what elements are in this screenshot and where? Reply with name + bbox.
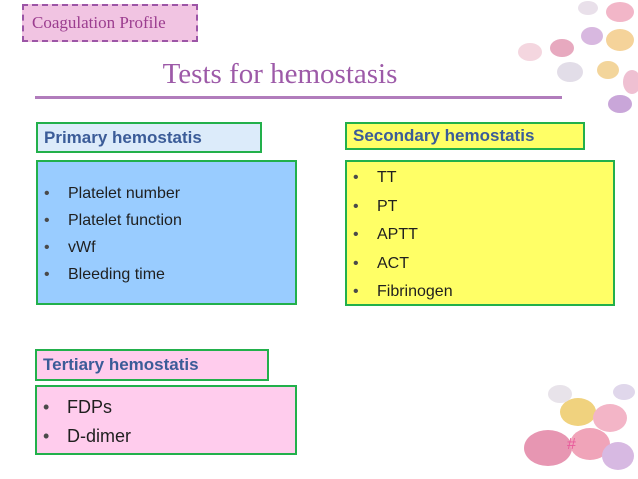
list-item: • D-dimer [37, 422, 295, 451]
secondary-list [347, 164, 613, 307]
list-item: • Platelet function [38, 207, 295, 234]
tertiary-heading: Tertiary hemostatis [35, 349, 269, 381]
title-underline [35, 96, 562, 99]
list-item: • Bleeding time [38, 261, 295, 288]
tertiary-list [37, 393, 295, 451]
list-item: • TT [347, 164, 613, 193]
tertiary-box [35, 385, 297, 455]
slide-number: # [567, 436, 576, 453]
list-item: • FDPs [37, 393, 295, 422]
section-tag: Coagulation Profile [22, 4, 198, 42]
slide-title: Tests for hemostasis [162, 58, 398, 90]
list-item: • APTT [347, 221, 613, 250]
list-item: • ACT [347, 250, 613, 279]
secondary-heading: Secondary hemostatis [345, 122, 585, 150]
list-item: • Platelet number [38, 180, 295, 207]
list-item: • PT [347, 193, 613, 222]
list-item: • Fibrinogen [347, 278, 613, 307]
primary-list [38, 180, 295, 288]
primary-heading: Primary hemostatis [36, 122, 262, 153]
candy-eggs-decoration-bottom [520, 378, 638, 479]
primary-box [36, 160, 297, 305]
secondary-box [345, 160, 615, 306]
list-item: • vWf [38, 234, 295, 261]
